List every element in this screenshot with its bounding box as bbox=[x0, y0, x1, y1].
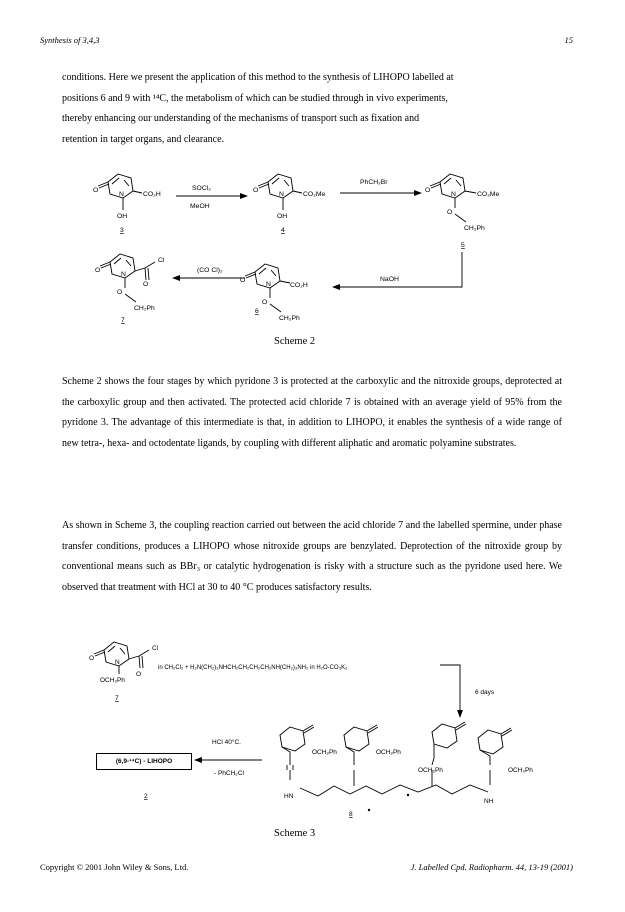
group-hn: HN bbox=[284, 793, 294, 800]
atom-o: O bbox=[425, 187, 431, 194]
group-och2ph: OCH₂Ph bbox=[312, 749, 337, 756]
atom-n: N bbox=[115, 659, 120, 666]
group-nh: NH bbox=[484, 798, 494, 805]
group-co2h: CO₂H bbox=[143, 191, 161, 198]
paragraph-line: positions 6 and 9 with ¹⁴C, the metabolism of which can be studied through in vivo experiments, bbox=[62, 92, 448, 104]
reaction-time: 6 days bbox=[475, 689, 495, 696]
group-oh: OH bbox=[117, 213, 128, 220]
atom-o: O bbox=[253, 187, 259, 194]
compound-label-5: 5 bbox=[461, 242, 465, 249]
group-och2ph: OCH₂Ph bbox=[100, 677, 125, 684]
paragraph-line: conditions. Here we present the application of this method to the synthesis of LIHOPO labelled at bbox=[62, 72, 454, 83]
scheme-2-caption: Scheme 2 bbox=[274, 336, 316, 347]
atom-o: O bbox=[143, 281, 149, 288]
group-och2ph: OCH₂Ph bbox=[418, 767, 443, 774]
atom-n: N bbox=[119, 191, 124, 198]
atom-o: O bbox=[447, 209, 453, 216]
group-co2h: CO₂H bbox=[290, 282, 308, 289]
compound-label-7: 7 bbox=[115, 695, 119, 702]
group-ch2ph: CH₂Ph bbox=[279, 315, 300, 322]
group-co2me: CO₂Me bbox=[303, 191, 326, 198]
atom-o: O bbox=[117, 289, 123, 296]
running-title: Synthesis of 3,4,3 bbox=[40, 35, 100, 45]
scheme-3-caption: Scheme 3 bbox=[274, 828, 316, 839]
atom-n: N bbox=[266, 281, 271, 288]
atom-o: O bbox=[240, 277, 246, 284]
scheme-3-figure bbox=[0, 620, 625, 830]
reagent-socl2: SOCl₂ bbox=[192, 185, 211, 192]
atom-o: O bbox=[95, 267, 101, 274]
compound-label-8: 8 bbox=[349, 811, 353, 818]
reagent-meoh: MeOH bbox=[190, 203, 210, 210]
compound-label-6: 6 bbox=[255, 308, 259, 315]
copyright-notice: Copyright © 2001 John Wiley & Sons, Ltd. bbox=[40, 862, 189, 872]
atom-n: N bbox=[451, 191, 456, 198]
atom-o: O bbox=[136, 671, 142, 678]
page-number: 15 bbox=[564, 35, 573, 45]
reagent-oxalyl-chloride: (CO Cl)₂ bbox=[197, 267, 223, 274]
reagent-phch2cl: - PhCH₂Cl bbox=[214, 770, 244, 777]
group-och2ph: OCH₂Ph bbox=[508, 767, 533, 774]
group-cl: Cl bbox=[158, 257, 165, 264]
group-och2ph: OCH₂Ph bbox=[376, 749, 401, 756]
paragraph-text: Scheme 2 shows the four stages by which pyridone 3 is protected at the carboxylic and the nitroxide groups, deprotected at the carboxylic group and then activated. The protected acid chloride 7 is obtained with an average yield of 95% from the pyridone 3. The advantage of this intermediate is that, in addition to LIHOPO, it enables the synthesis of a wide range of new tetra-, hexa- and octodentate ligands, by coupling with different aliphatic and aromatic polyamine substrates. bbox=[62, 376, 562, 449]
group-co2me: CO₂Me bbox=[477, 191, 500, 198]
scheme-2-figure bbox=[0, 0, 625, 360]
group-cl: Cl bbox=[152, 645, 159, 652]
atom-n: N bbox=[121, 271, 126, 278]
reagent-phch2br: PhCH₂Br bbox=[360, 179, 388, 186]
reaction-conditions: in CH₂Cl₂ + H₂N(CH₂)₃NHCH₂CH₂CH₂CH₂NH(CH₂)₃NH₂ in H₂O-CO₃K₂ bbox=[158, 665, 348, 671]
paragraph-line: thereby enhancing our understanding of the mechanisms of transport such as fixation and bbox=[62, 113, 420, 124]
journal-citation: J. Labelled Cpd. Radiopharm. 44, 13-19 (2001) bbox=[410, 862, 573, 872]
paragraph-scheme2 bbox=[62, 372, 562, 454]
reagent-naoh: NaOH bbox=[380, 276, 399, 283]
group-ch2ph: CH₂Ph bbox=[134, 305, 155, 312]
product-box-lihopo: (6,9-¹⁴C) - LIHOPO bbox=[96, 753, 192, 770]
paragraph-scheme3 bbox=[62, 516, 562, 598]
paragraph-text: As shown in Scheme 3, the coupling reaction carried out between the acid chloride 7 and the labelled spermine, under phase transfer conditions, produces a LIHOPO whose nitroxide groups are benzylated. Deprotection of the nitroxide group by conventional means such as BBr₃ or catalytic hydrogenation is risky with a structure such as the pyridone used here. We observed that treatment with HCl at 30 to 40 °C produces satisfactory results. bbox=[62, 520, 562, 593]
compound-label-2: 2 bbox=[144, 793, 148, 800]
atom-o: O bbox=[262, 299, 268, 306]
atom-n: N bbox=[279, 191, 284, 198]
compound-label-4: 4 bbox=[281, 227, 285, 234]
group-oh: OH bbox=[277, 213, 288, 220]
atom-o: O bbox=[89, 655, 95, 662]
reagent-hcl: HCl 40°C. bbox=[212, 739, 241, 746]
paragraph-line: retention in target organs, and clearance. bbox=[62, 133, 225, 145]
atom-o: O bbox=[93, 187, 99, 194]
compound-label-3: 3 bbox=[120, 227, 124, 234]
group-ch2ph: CH₂Ph bbox=[464, 225, 485, 232]
compound-label-7: 7 bbox=[121, 317, 125, 324]
